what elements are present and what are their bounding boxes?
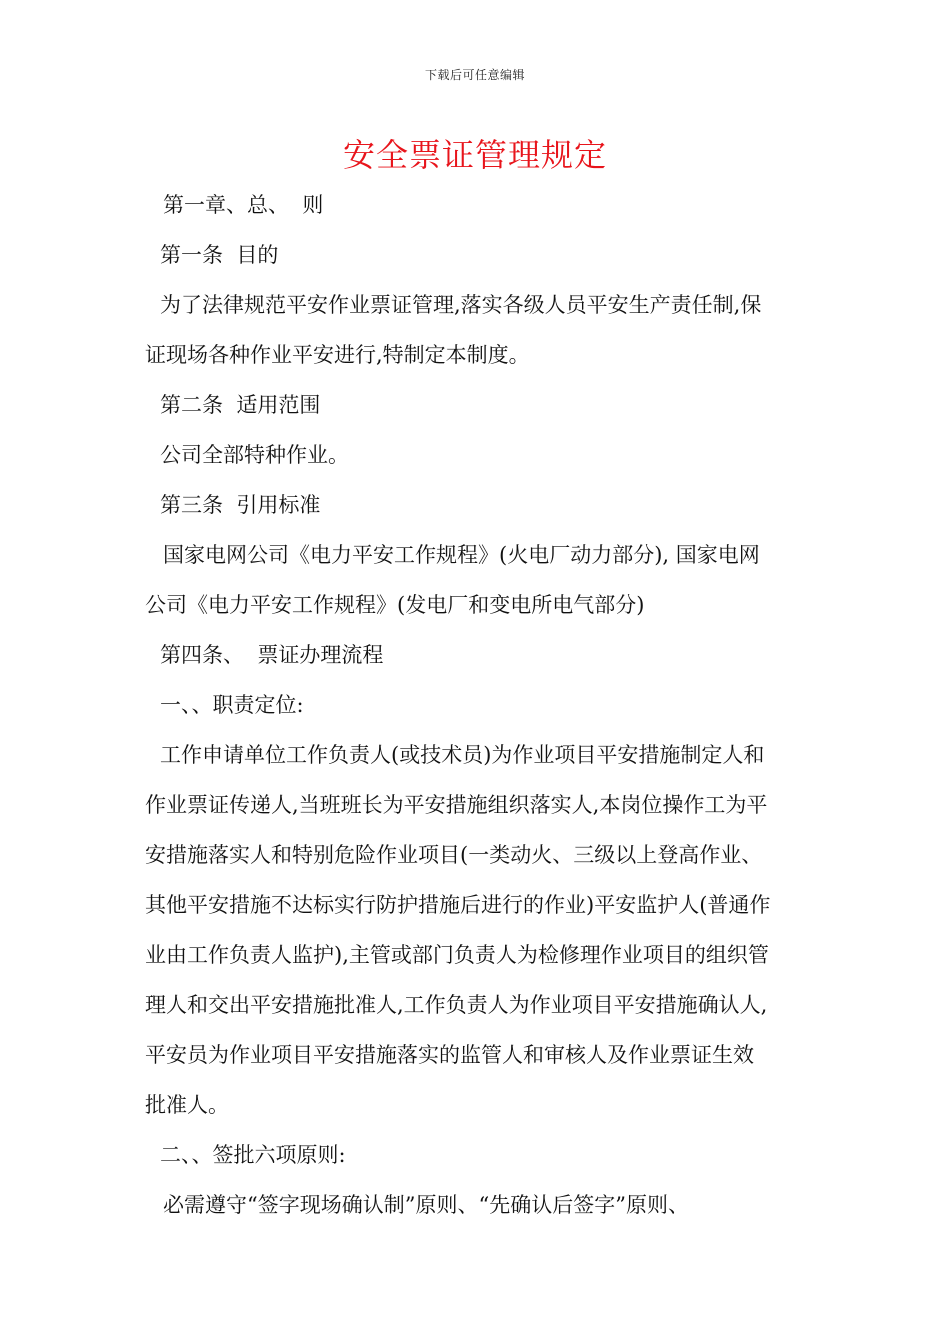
article1-heading: 第一条 目的 [160, 243, 279, 267]
article2-heading: 第二条 适用范围 [160, 393, 321, 417]
item1-heading: 一、、职责定位: [160, 693, 304, 717]
document-body [145, 180, 810, 1230]
item1-line: 批准人。 [145, 1093, 229, 1117]
chapter-heading: 第一章、总、 则 [163, 193, 324, 217]
header-note: 下载后可任意编辑 [424, 68, 525, 82]
article1-line1: 为了法律规范平安作业票证管理,落实各级人员平安生产责任制,保 [160, 293, 762, 317]
article3-line2: 公司《电力平安工作规程》(发电厂和变电所电气部分) [145, 593, 645, 617]
item1-line: 工作申请单位工作负责人(或技术员)为作业项目平安措施制定人和 [160, 743, 765, 767]
item2-line1: 必需遵守“签字现场确认制”原则、“先确认后签字”原则、 [163, 1193, 689, 1217]
item2-heading: 二、、签批六项原则: [160, 1143, 346, 1167]
article1-line2: 证现场各种作业平安进行,特制定本制度。 [145, 343, 530, 367]
item1-line: 理人和交出平安措施批准人,工作负责人为作业项目平安措施确认人, [145, 993, 768, 1017]
article2-body: 公司全部特种作业。 [160, 443, 349, 467]
item1-line: 业由工作负责人监护),主管或部门负责人为检修理作业项目的组织管 [145, 943, 769, 967]
article3-line1: 国家电网公司《电力平安工作规程》(火电厂动力部分), 国家电网 [163, 543, 760, 567]
item1-line: 其他平安措施不达标实行防护措施后进行的作业)平安监护人(普通作 [145, 893, 771, 917]
item1-line: 作业票证传递人,当班班长为平安措施组织落实人,本岗位操作工为平 [145, 793, 768, 817]
item1-line: 安措施落实人和特别危险作业项目(一类动火、三级以上登高作业、 [145, 843, 763, 867]
article3-heading: 第三条 引用标准 [160, 493, 321, 517]
item1-line: 平安员为作业项目平安措施落实的监管人和审核人及作业票证生效 [145, 1043, 754, 1067]
document-title: 安全票证管理规定 [342, 136, 607, 174]
article4-heading: 第四条、 票证办理流程 [160, 643, 384, 667]
